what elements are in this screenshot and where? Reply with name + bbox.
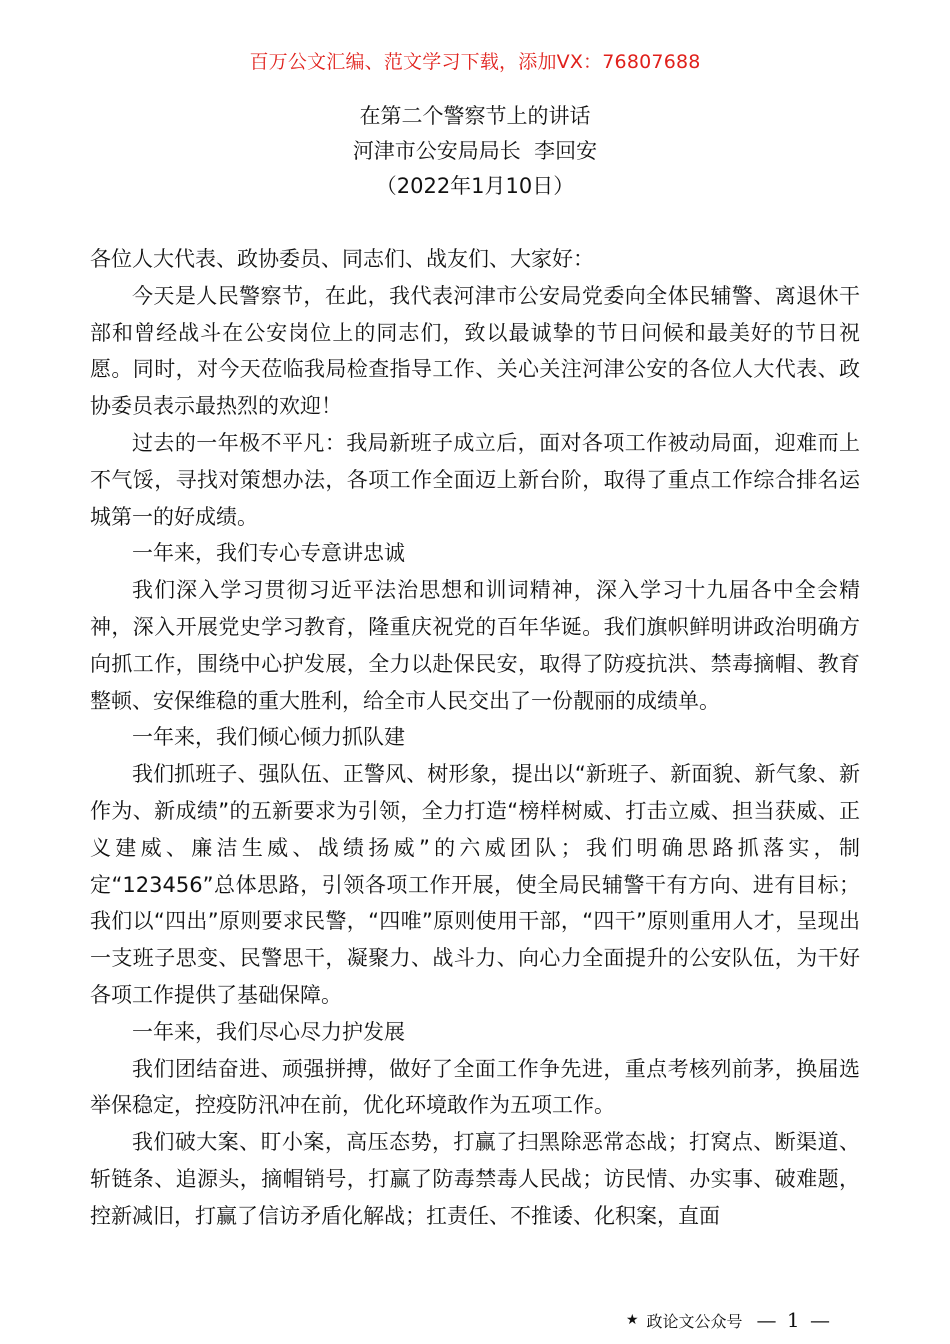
paragraph: 今天是人民警察节，在此，我代表河津市公安局党委向全体民辅警、离退休干部和曾经战斗在公安岗位上的同志们，致以最诚挚的节日问候和最美好的节日祝愿。同时，对今天莅临我局检查指导工作、关心关注河津公安的各位人大代表、政协委员表示最热烈的欢迎！	[90, 283, 860, 419]
promo-banner: 百万公文汇编、范文学习下载，添加VX：76807688	[249, 51, 701, 73]
speech-author: 河津市公安局局长 李回安	[352, 139, 598, 163]
paragraph: 过去的一年极不平凡：我局新班子成立后，面对各项工作被动局面，迎难而上不气馁，寻找对策想办法，各项工作全面迈上新台阶，取得了重点工作综合排名运城第一的好成绩。	[90, 430, 860, 529]
paragraph: 我们破大案、盯小案，高压态势，打赢了扫黑除恶常态战；打窝点、断渠道、斩链条、追源头，摘帽销号，打赢了防毒禁毒人民战；访民情、办实事、破难题，控新减旧，打赢了信访矛盾化解战；扛责任、不推诿、化积案，直面	[90, 1130, 860, 1228]
footer-source: 政论文公众号	[646, 1311, 743, 1331]
paragraph: 我们抓班子、强队伍、正警风、树形象，提出以“新班子、新面貌、新气象、新作为、新成绩”的五新要求为引领，全力打造“榜样树威、打击立威、担当获威、正义建威、廉洁生威、战绩扬威”的六威团队；我们明确思路抓落实，制定“123456”总体思路，引领各项工作开展，使全局民辅警干有方向、进有目标；我们以“四出”原则要求民警，“四唯”原则使用干部，“四干”原则重用人才，呈现出一支班子思变、民警思干，凝聚力、战斗力、向心力全面提升的公安队伍，为干好各项工作提供了基础保障。	[90, 762, 860, 1007]
speech-date: （2022年1月10日）	[375, 174, 575, 198]
paragraph: 我们团结奋进、顽强拼搏，做好了全面工作争先进，重点考核列前茅，换届选举保稳定，控疫防汛冲在前，优化环境敢作为五项工作。	[90, 1056, 860, 1118]
section-heading: 一年来，我们尽心尽力护发展	[132, 1019, 405, 1044]
salutation: 各位人大代表、政协委员、同志们、战友们、大家好：	[90, 247, 594, 271]
speech-body	[90, 241, 860, 1235]
page-footer	[626, 1308, 832, 1332]
section-heading: 一年来，我们倾心倾力抓队建	[132, 725, 405, 750]
paragraph: 我们深入学习贯彻习近平法治思想和训词精神，深入学习十九届各中全会精神，深入开展党史学习教育，隆重庆祝党的百年华诞。我们旗帜鲜明讲政治明确方向抓工作，围绕中心护发展，全力以赴保民安，取得了防疫抗洪、禁毒摘帽、教育整顿、安保维稳的重大胜利，给全市人民交出了一份靓丽的成绩单。	[90, 578, 860, 713]
section-heading: 一年来，我们专心专意讲忠诚	[132, 541, 405, 566]
speech-title: 在第二个警察节上的讲话	[359, 104, 591, 128]
star-icon: ★	[625, 1312, 639, 1328]
page-number: — 1 —	[756, 1308, 832, 1332]
